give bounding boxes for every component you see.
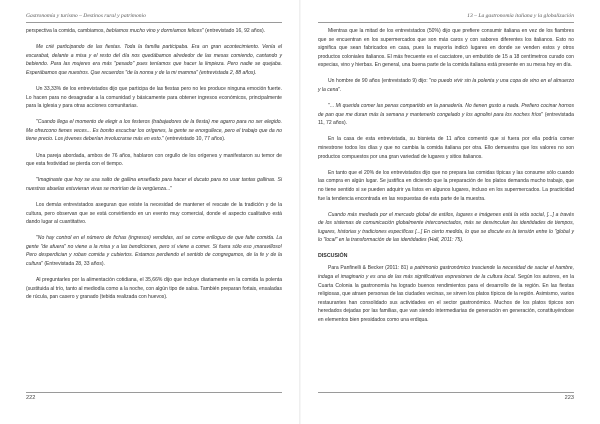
running-head-left: Gastronomía y turismo – Destinos rural y patrimonio — [26, 13, 146, 19]
paragraph-text: ." (entrevistado 10, 77 años). — [160, 136, 226, 143]
paragraph-text: ". — [338, 87, 342, 94]
quoted-testimony: a patrimonio gastronómico trasciende la necesidad de saciar el hambre, indaga el imaginario y es una de las más significativas expresiones de la cultura local. — [318, 265, 574, 281]
footer-rule-left — [26, 392, 282, 393]
paragraph-text: " (Entrevistada 28, 33 años). — [41, 260, 105, 267]
quoted-testimony: bebíamos mucho vino y dormíamos felices — [106, 28, 202, 34]
body-paragraph: Una pareja abordada, ambos de 76 años, hablaron con orgullo de los orígenes y manifestaron su temor de que esta festividad se pierda con el tiempo. — [26, 152, 282, 168]
body-paragraph: Al preguntarles por la alimentación cotidiana, el 35,66% dijo que incluye diariamente en la comida la polenta (sustituida al trío, tanto al mediodía como a la noche, con algún tipo de salsa. También preparan fortais, ensaladas de rúcula, pan casero y granado (tebida realizada con huevos). — [26, 277, 282, 301]
paragraph-text: ..." — [166, 185, 172, 192]
header-rule-right — [318, 22, 574, 23]
body-paragraph — [318, 77, 574, 94]
right-page-body — [318, 27, 574, 332]
body-paragraph: En tanto que el 20% de los entrevistados dijo que no prepara las comidas típicas y las consume sólo cuando las compra en algún lugar. Se justifica en diciendo que la preparación de los platos demanda mucho trabajo, que no tiene sentido si se pueden adquirir ya listos en algunos lugares, incluso en los supermercados. La practicidad fue la tendencia encontrada en las respuestas de esta parte de la muestra. — [318, 169, 574, 202]
body-paragraph: Un 33,33% de los entrevistados dijo que participa de las fiestas pero no les produce ninguna emoción fuerte. Lo hacen para no desagradar a la comunidad y básicamente para obtener ingresos económicos, principalmente para la iglesia y para otras acciones comunitarias. — [26, 85, 282, 110]
body-paragraph — [26, 176, 282, 193]
paragraph-text: " — [36, 119, 38, 126]
paragraph-text: " — [36, 235, 38, 242]
running-head-right: 13 – La gastronomía italiana y la globalización — [467, 13, 574, 19]
body-paragraph — [26, 234, 282, 268]
left-page-body — [26, 27, 282, 309]
body-paragraph — [318, 264, 574, 324]
paragraph-text: " (entrevistada 11, 72 años). — [318, 111, 574, 127]
quoted-testimony: no puedo vivir sin la polenta y una copa de vino en el almuerzo y la cena — [318, 78, 574, 94]
page-number-left: 222 — [26, 395, 36, 401]
body-paragraph: Los demás entrevistados aseguran que existe la necesidad de mantener el rescate de la tradición y de la cultura, pero observan que se está convirtiendo en un evento muy comercial, donde el aspecto cualitativo está dando lugar al cuantitativo. — [26, 201, 282, 226]
body-paragraph: Me crié participando de las fiestas. Toda la familia participaba. Era un gran acontecimiento. Venía el escarabat, delante a misa y el resto del día nos quedábamos alrededor de las mesas comiendo, cantando y bebiendo. Para las mujeres era más "pesado" pues teníamos que hacer la limpieza. Pero nadie se quejaba. Esperábamos que nuestros. Que recuerdos "de la nonna y de la mi mamma" (entrevistada 2, 88 años). — [26, 44, 282, 76]
body-paragraph — [26, 27, 282, 36]
paragraph-text: " (entrevistado 16, 92 años). — [201, 28, 266, 34]
body-paragraph: Cuando más mediada por el mercado global de estilos, lugares e imágenes está la vida social, [...] a través de los sistemas de comunicación globalmente interconectados, más se desvinculan las identidades de tiempos, lugares, historias y tradiciones específicas [...] En cierto medida, lo que se discute es la tensión entre lo "global y lo "local" en la transformación de las identidades (Hall, 2011: 75). — [318, 211, 574, 244]
paragraph-text: Un hombre de 90 años (entrevistado 9) dijo: " — [328, 78, 431, 85]
paragraph-text: perspectiva la comida, cambiamos, — [26, 28, 107, 34]
quoted-testimony: Mi querida comer las penas compartido en la panadería. No tienen gusto a nada. Prefiero cocinar hornos de pan que me duran más la semana y mantenerlo congelado y los agnolini para los noches fríos — [318, 103, 574, 118]
section-heading: DISCUSIÓN — [318, 253, 348, 260]
page-number-right: 223 — [564, 395, 574, 401]
paragraph-text: Según los autores, en la Cuarta Colonia la gastronomía ha logrado buenos rendimientos para el desarrollo de la región. En las fiestas religiosas, que atraen personas de las ciudades vecinas, se sirven los platos típicos de la región. Asimismo, varios restaurantes han consolidado sus actividades en el sector gastronómico. Muchos de los platos típicos son heredados dejadas por las familias, que van siendo intermediarias de generación en generación, constituyéndose en elementos bien presidados como una erdiqua. — [318, 274, 574, 324]
paragraph-text: Para Panfinelli & Becker (2011: 81) — [328, 265, 410, 272]
quoted-testimony: Cuando llega el momento de elegir a los festeros (trabajadores de la fiesta) me agarro para no ser elegido. Me ofrezcono tienes veces... Es bonito escuchar los orígenes, la gente se enorgullece, pero el trabajo que da no tiene precio. Los jóvenes deberían involucrarse más en esto — [26, 119, 282, 143]
body-paragraph — [318, 102, 574, 128]
footer-rule-right — [318, 392, 574, 393]
header-rule-left — [26, 22, 282, 23]
paragraph-text: " — [36, 177, 38, 184]
quoted-testimony: No hay control en el número de fichas (ingresos) vendidas, así se come enlloguo de que falte comida. La gente "de afuera" no viene a la misa y a las bendiciones, pero sí viene a comer. Si fuera sólo eso ¡maravilloso! Pero desperdician y roban comida y cubiertos. Estamos perdiendo el sentido de congregamos, de la fe y de la cultura — [26, 235, 282, 267]
body-paragraph — [26, 118, 282, 144]
body-paragraph: Mientras que la mitad de los entrevistados (50%) dijo que prefiere consumir italiana en vez de los fiambres que se encuentran en los supermercados que son más caros y con sabores diferentes los italianos. Esto no significa que sean fabricados en casa, pues la mayoría indicó lugares en donde se venden estos y otros productos coloniales italianos. El más frecuente es el cacciatore, un embutido de 15 a 18 centímetros curado con especias, vino y hierbas. En general, una buena parte de la comida italiana está presente en su mesa hoy en día. — [318, 28, 574, 69]
quoted-testimony: Imaginaste que hoy se usa salto de gallina enseñado para hacer el ducato para no usar tantas gallinas. Si nuestras abuelas estuvieran vivas se morirían de la vergüenza — [26, 177, 282, 192]
paragraph-text: "... — [328, 103, 336, 110]
right-page — [300, 0, 600, 424]
body-paragraph: En la casa de esta entrevistada, su bisnieta de 11 años comentó que si fuera por ella podría comer minestrone todos los días y que no cambia la comida italiana por otra. Ello demuestra que los valores no son productos compuestos por una gran variedad de lugares y sitios italianos. — [318, 136, 574, 160]
